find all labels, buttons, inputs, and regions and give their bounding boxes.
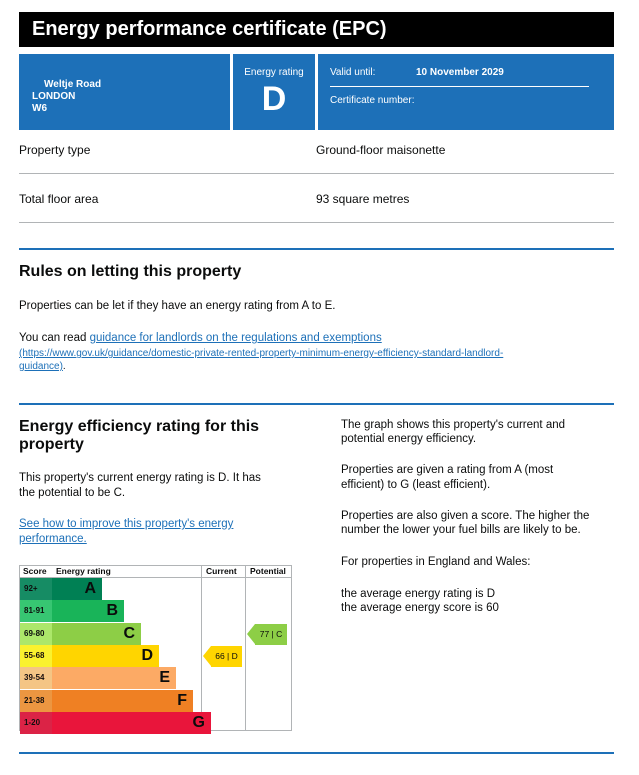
guidance-link[interactable]: guidance for landlords on the regulations and exemptions xyxy=(89,332,382,344)
band-score-a: 92+ xyxy=(20,578,52,600)
graph-header-score: Score xyxy=(23,566,47,576)
band-letter-f: F xyxy=(177,691,187,709)
band-score-b: 81-91 xyxy=(20,600,52,622)
band-letter-d: D xyxy=(141,646,153,664)
graph-column-divider xyxy=(201,566,202,730)
current-rating-text-line-2: the potential to be C. xyxy=(19,487,126,499)
band-score-d: 55-68 xyxy=(20,645,52,667)
current-rating-text-line-1: This property's current energy rating is D. It has xyxy=(19,472,261,484)
efficiency-heading-line-2: property xyxy=(19,436,84,453)
section-divider xyxy=(19,248,614,250)
letting-paragraph: Properties can be let if they have an energy rating from A to E. xyxy=(19,300,336,312)
band-score-e: 39-54 xyxy=(20,667,52,689)
guidance-url-line-2-wrap xyxy=(19,360,66,373)
energy-rating-value: D xyxy=(261,80,287,118)
band-bar-b xyxy=(52,600,124,622)
epc-rating-graph xyxy=(19,565,292,731)
graph-header-current: Current xyxy=(206,566,237,576)
score-explainer-line-1: Properties are also given a score. The higher the xyxy=(341,510,590,522)
potential-rating-marker-tip xyxy=(247,624,255,644)
address-panel xyxy=(19,54,230,130)
band-letter-b: B xyxy=(106,602,118,620)
current-rating-marker-label: 66 | D xyxy=(211,646,242,667)
band-letter-a: A xyxy=(84,580,96,597)
band-score-f: 21-38 xyxy=(20,690,52,712)
england-wales-text: For properties in England and Wales: xyxy=(341,556,531,568)
average-rating-text: the average energy rating is D xyxy=(341,588,496,600)
guidance-url-line-2[interactable]: guidance) xyxy=(19,361,63,372)
energy-rating-panel xyxy=(233,54,315,130)
band-letter-g: G xyxy=(192,713,205,731)
address-line-1: Weltje Road xyxy=(44,79,102,90)
band-letter-e: E xyxy=(159,669,170,687)
score-explainer-line-2: number the lower your fuel bills are likely to be. xyxy=(341,524,581,536)
potential-rating-marker xyxy=(247,624,287,645)
summary-divider xyxy=(19,222,614,223)
guidance-prefix: You can read xyxy=(19,332,90,344)
graph-explainer-line-1: The graph shows this property's current and xyxy=(341,419,566,431)
valid-until-date: 10 November 2029 xyxy=(416,67,504,78)
band-letter-c: C xyxy=(123,624,135,642)
page-title: Energy performance certificate (EPC) xyxy=(32,18,387,40)
improve-performance-link-line-2[interactable]: performance. xyxy=(19,533,87,545)
section-divider xyxy=(19,752,614,754)
band-score-c: 69-80 xyxy=(20,623,52,645)
guidance-url-line-1[interactable]: (https://www.gov.uk/guidance/domestic-private-rented-property-minimum-energy-efficiency-standard-landlord- xyxy=(19,348,504,359)
floor-area-value: 93 square metres xyxy=(316,192,410,206)
floor-area-label: Total floor area xyxy=(19,192,99,206)
guidance-url-suffix: . xyxy=(62,361,66,372)
page-title-bar xyxy=(19,12,614,47)
band-bar-d xyxy=(52,645,159,667)
current-rating-marker xyxy=(203,646,242,667)
property-type-label: Property type xyxy=(19,143,91,157)
validity-divider xyxy=(330,86,589,87)
band-bar-e xyxy=(52,667,176,689)
graph-column-divider xyxy=(245,566,246,730)
summary-divider xyxy=(19,173,614,174)
address-line-3: W6 xyxy=(32,103,47,114)
efficiency-heading-line-1: Energy efficiency rating for this xyxy=(19,418,260,435)
band-score-g: 1-20 xyxy=(20,712,52,734)
rating-explainer-line-2: efficient) to G (least efficient). xyxy=(341,479,491,491)
section-divider xyxy=(19,403,614,405)
letting-guidance-paragraph xyxy=(19,331,382,346)
band-bar-a xyxy=(52,578,102,600)
band-bar-c xyxy=(52,623,141,645)
graph-explainer-line-2: potential energy efficiency. xyxy=(341,433,477,445)
validity-panel xyxy=(318,54,614,130)
letting-heading: Rules on letting this property xyxy=(19,263,242,280)
address-line-2: LONDON xyxy=(32,91,76,102)
improve-performance-link-line-1[interactable]: See how to improve this property's energy xyxy=(19,518,234,530)
rating-explainer-line-1: Properties are given a rating from A (most xyxy=(341,464,554,476)
certificate-number-label: Certificate number: xyxy=(330,95,415,106)
current-rating-marker-tip xyxy=(203,646,211,666)
graph-header-potential: Potential xyxy=(250,566,286,576)
property-type-value: Ground-floor maisonette xyxy=(316,143,446,157)
graph-header-rating: Energy rating xyxy=(56,566,111,576)
energy-rating-label: Energy rating xyxy=(244,67,304,78)
average-score-text: the average energy score is 60 xyxy=(341,602,499,614)
band-bar-g xyxy=(52,712,211,734)
potential-rating-marker-label: 77 | C xyxy=(255,624,287,645)
valid-until-label: Valid until: xyxy=(330,67,376,78)
band-bar-f xyxy=(52,690,193,712)
